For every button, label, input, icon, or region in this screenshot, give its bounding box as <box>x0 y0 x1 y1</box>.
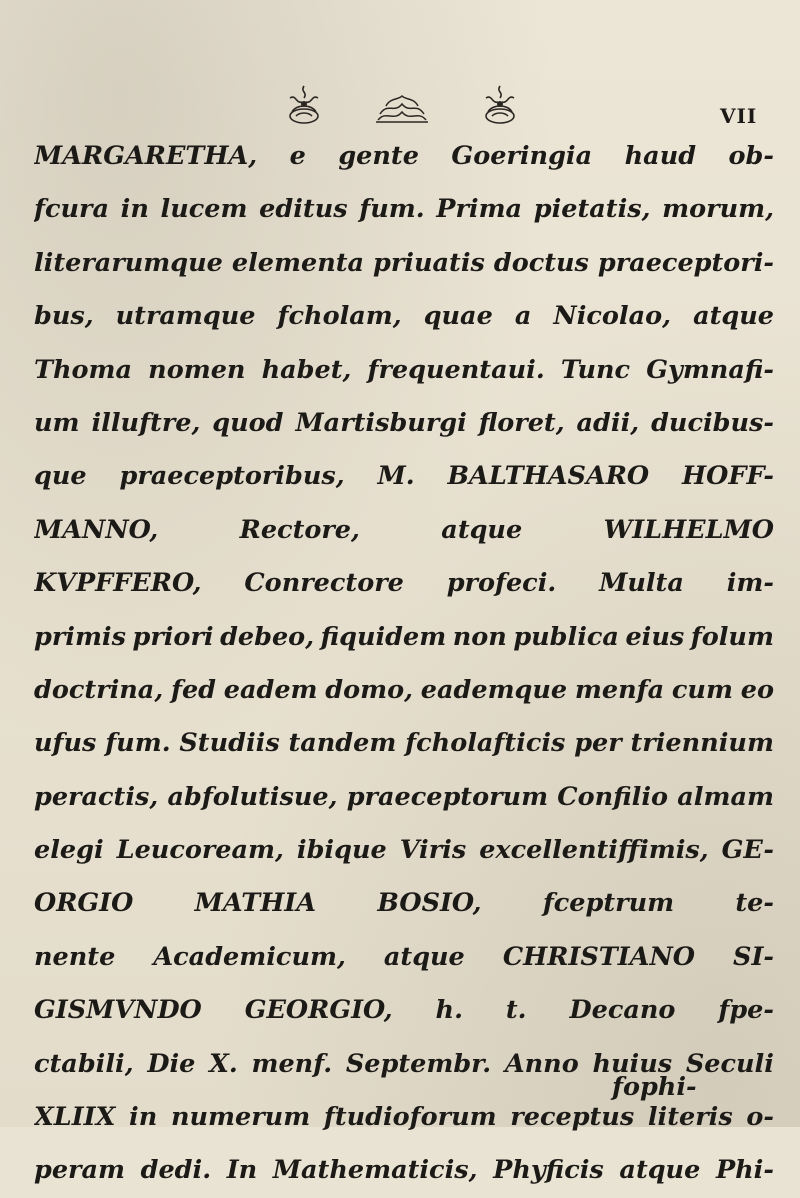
page-number: VII <box>720 104 758 128</box>
text-line: MARGARETHA, e gente Goeringia haud ob- <box>34 141 774 171</box>
text-line: um illuftre, quod Martisburgi floret, adii, ducibus- <box>34 407 774 438</box>
text-line: Thoma nomen habet, frequentaui. Tunc Gymnafi- <box>34 354 774 385</box>
text-line: que praeceptoribus, M. BALTHASARO HOFF- <box>34 461 774 492</box>
text-line: doctrina, fed eadem domo, eademque menfa cum eo <box>34 674 774 705</box>
text-line: ufus fum. Studiis tandem fcholafticis per triennium <box>34 728 774 759</box>
text-line: peractis, abfolutisue, praeceptorum Confilio almam <box>34 781 774 812</box>
body-text <box>34 130 774 1198</box>
text-line: ctabili, Die X. menf. Septembr. Anno huius Seculi <box>34 1048 774 1079</box>
head-ornaments <box>282 78 522 126</box>
text-line: MANNO, Rectore, atque WILHELMO <box>34 514 774 545</box>
text-line: fcura in lucem editus fum. Prima pietatis, morum, <box>34 194 774 225</box>
crown-ornament-icon <box>372 92 432 126</box>
text-line: GISMVNDO GEORGIO, h. t. Decano fpe- <box>34 995 774 1026</box>
catchword: fophi- <box>612 1072 697 1102</box>
flower-ornament-icon <box>282 82 326 126</box>
text-line: nente Academicum, atque CHRISTIANO SI- <box>34 941 774 972</box>
text-line: peram dedi. In Mathematicis, Phyficis atque Phi- <box>34 1155 774 1186</box>
text-line: XLIIX in numerum ftudioforum receptus literis o- <box>34 1102 774 1133</box>
text-line: literarumque elementa priuatis doctus praeceptori- <box>34 247 774 278</box>
text-line: KVPFFERO, Conrectore profeci. Multa im- <box>34 568 774 599</box>
flower-ornament-icon <box>478 82 522 126</box>
text-line: primis priori debeo, fiquidem non publica eius folum <box>34 621 774 652</box>
text-line: bus, utramque fcholam, quae a Nicolao, atque <box>34 301 774 332</box>
text-line: elegi Leucoream, ibique Viris excellentiffimis, GE- <box>34 835 774 866</box>
text-line: ORGIO MATHIA BOSIO, fceptrum te- <box>34 888 774 919</box>
